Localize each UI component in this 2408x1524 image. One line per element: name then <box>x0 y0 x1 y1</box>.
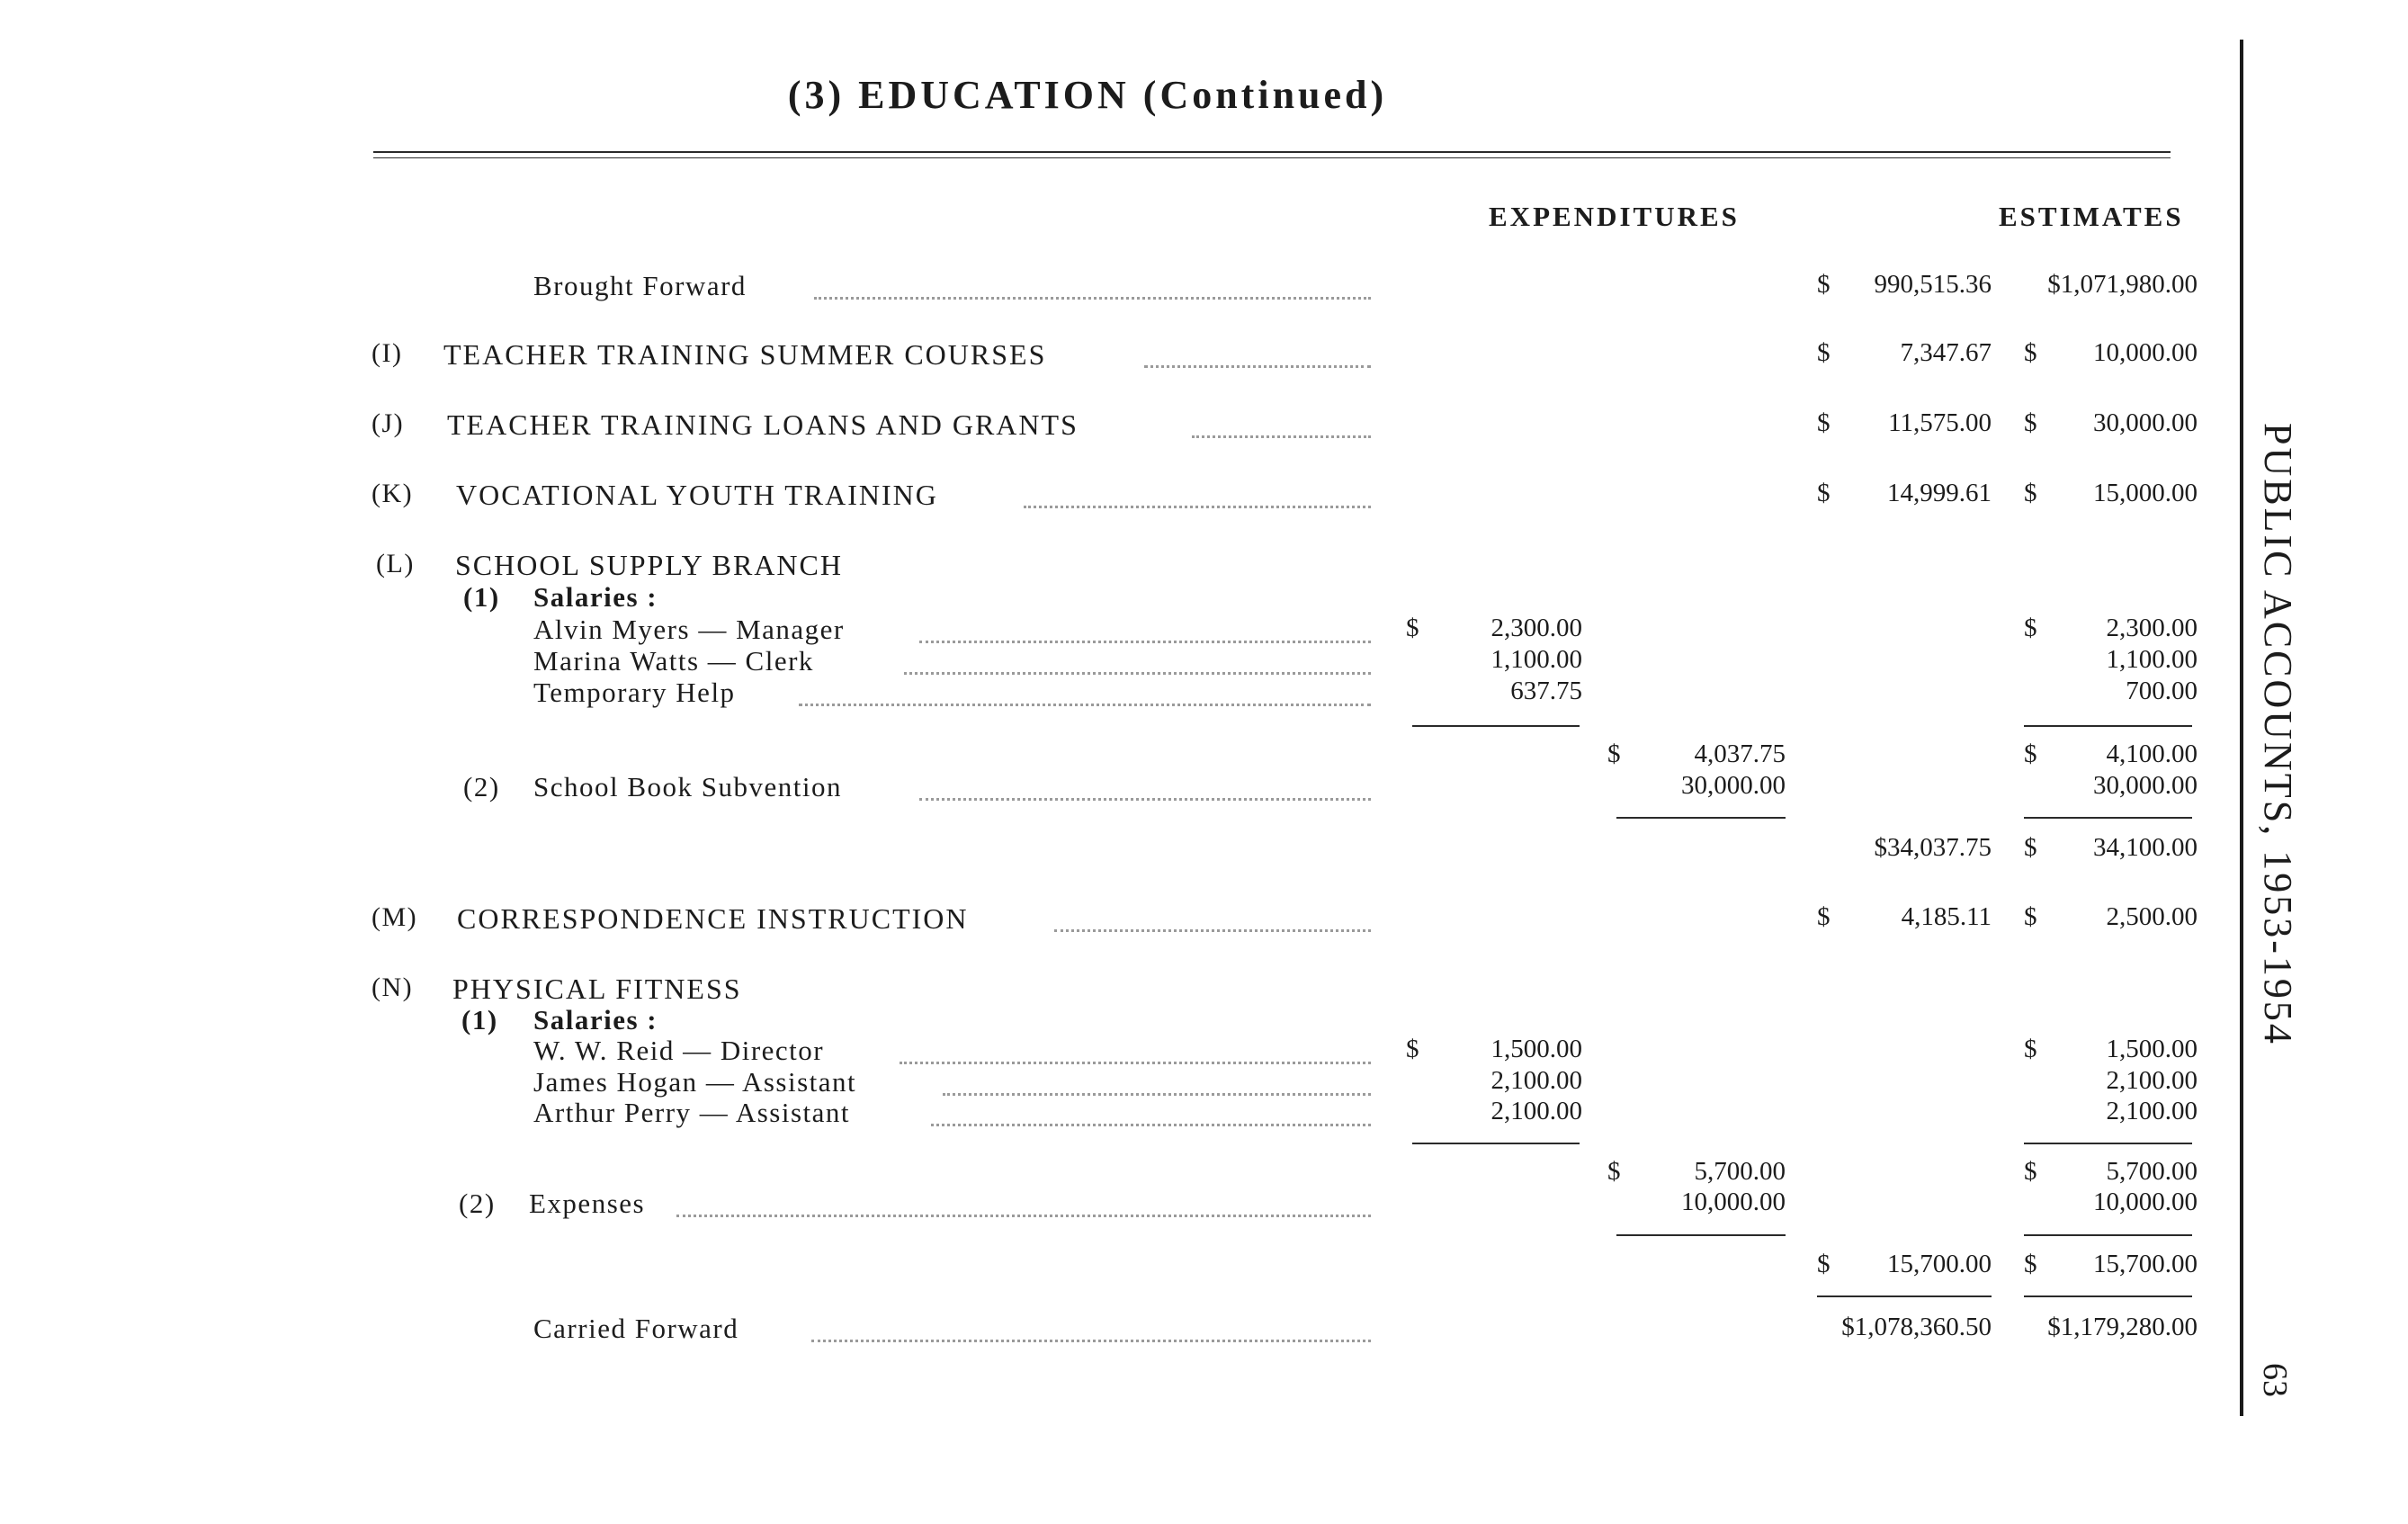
leader-dots <box>1144 365 1371 368</box>
section-letter: (J) <box>371 408 405 438</box>
section-row-l <box>0 551 2408 587</box>
subsection-estimate: 10,000.00 <box>2093 1188 2198 1216</box>
running-header: PUBLIC ACCOUNTS, 1953-1954 <box>2256 423 2300 1046</box>
leader-dots <box>904 672 1371 675</box>
salary-row <box>0 678 2408 714</box>
section-letter: (N) <box>371 973 414 1002</box>
salary-name: Marina Watts — Clerk <box>533 645 814 677</box>
section-letter: (M) <box>371 902 418 932</box>
subtotal-rule <box>2024 817 2192 819</box>
salary-row <box>0 615 2408 651</box>
leader-dots <box>799 704 1371 706</box>
currency-sign: $ <box>2024 902 2037 931</box>
leader-dots <box>900 1062 1371 1064</box>
salary-amount: 1,500.00 <box>1490 1035 1582 1063</box>
currency-sign: $ <box>1607 1157 1621 1186</box>
salaries-total: 5,700.00 <box>1694 1157 1786 1186</box>
currency-sign: $ <box>1817 479 1831 507</box>
section-title: PHYSICAL FITNESS <box>452 973 742 1005</box>
estimate-total: 30,000.00 <box>2093 408 2198 437</box>
salary-estimate: 700.00 <box>2126 677 2198 705</box>
salary-name: Temporary Help <box>533 677 736 708</box>
leader-dots <box>811 1340 1371 1342</box>
leader-dots <box>919 798 1371 801</box>
expenditure-total: 7,347.67 <box>1900 338 1992 367</box>
section-row-i <box>0 340 2408 376</box>
page-title: (3) EDUCATION (Continued) <box>787 73 1388 117</box>
salaries-total-estimate: 5,700.00 <box>2106 1157 2198 1186</box>
currency-sign: $ <box>2024 740 2037 768</box>
margin-rule <box>2240 40 2243 1416</box>
section-total-row <box>0 1251 2408 1287</box>
salary-amount: 2,100.00 <box>1490 1097 1582 1125</box>
currency-sign: $ <box>2024 408 2037 437</box>
currency-sign: $ <box>2024 833 2037 862</box>
currency-sign: $ <box>1817 1250 1831 1278</box>
subsection-label: Salaries : <box>533 581 658 613</box>
subsection-number: (2) <box>463 771 500 802</box>
section-total-estimate: 15,700.00 <box>2093 1250 2198 1278</box>
estimate-total: $1,071,980.00 <box>2047 270 2198 299</box>
section-row-k <box>0 480 2408 516</box>
subsection-number: (1) <box>461 1004 498 1035</box>
salaries-total-estimate: 4,100.00 <box>2106 740 2198 768</box>
brought-forward-row <box>0 272 2408 308</box>
subsection-estimate: 30,000.00 <box>2093 771 2198 800</box>
salary-estimate: 2,100.00 <box>2106 1066 2198 1095</box>
expenditure-total: 14,999.61 <box>1887 479 1992 507</box>
section-row-m <box>0 904 2408 940</box>
salary-name: James Hogan — Assistant <box>533 1066 857 1098</box>
section-total: 15,700.00 <box>1887 1250 1992 1278</box>
row-label: Brought Forward <box>533 270 747 301</box>
salaries-total: 4,037.75 <box>1694 740 1786 768</box>
salary-row <box>0 647 2408 683</box>
leader-dots <box>1024 506 1371 508</box>
subtotal-rule <box>1412 725 1580 727</box>
section-title: VOCATIONAL YOUTH TRAINING <box>456 479 938 511</box>
currency-sign: $ <box>1406 614 1419 642</box>
salary-amount: 2,100.00 <box>1490 1066 1582 1095</box>
currency-sign: $ <box>1406 1035 1419 1063</box>
section-total-row <box>0 835 2408 871</box>
section-total: $34,037.75 <box>1874 833 1992 862</box>
estimate-total: 10,000.00 <box>2093 338 2198 367</box>
currency-sign: $ <box>1817 270 1831 299</box>
currency-sign: $ <box>2024 1157 2037 1186</box>
currency-sign: $ <box>2024 338 2037 367</box>
header-rule-thin <box>373 157 2171 158</box>
subsection-number: (1) <box>463 581 500 613</box>
subsection-row <box>0 1189 2408 1225</box>
estimate-total: $1,179,280.00 <box>2047 1313 2198 1341</box>
salary-row <box>0 1098 2408 1134</box>
salary-row <box>0 1036 2408 1072</box>
estimate-total: 15,000.00 <box>2093 479 2198 507</box>
leader-dots <box>1054 929 1371 932</box>
expenditure-total: 990,515.36 <box>1874 270 1992 299</box>
expenditure-total: 4,185.11 <box>1901 902 1992 931</box>
salary-name: Arthur Perry — Assistant <box>533 1097 851 1128</box>
section-title: SCHOOL SUPPLY BRANCH <box>455 549 843 581</box>
estimate-total: 2,500.00 <box>2106 902 2198 931</box>
subtotal-rule <box>2024 725 2192 727</box>
subsection-label: Expenses <box>529 1188 646 1219</box>
currency-sign: $ <box>1607 740 1621 768</box>
leader-dots <box>931 1124 1371 1126</box>
header-rule <box>373 151 2171 153</box>
subsection-row <box>0 583 2408 619</box>
leader-dots <box>943 1093 1371 1096</box>
salary-amount: 637.75 <box>1510 677 1582 705</box>
section-row-n <box>0 974 2408 1010</box>
expenditure-total: 11,575.00 <box>1888 408 1992 437</box>
subsection-number: (2) <box>459 1188 496 1219</box>
subtotal-rule <box>1616 1234 1786 1236</box>
currency-sign: $ <box>1817 902 1831 931</box>
salary-amount: 2,300.00 <box>1490 614 1582 642</box>
subsection-amount: 10,000.00 <box>1681 1188 1786 1216</box>
carried-forward-row <box>0 1314 2408 1350</box>
row-label: Carried Forward <box>533 1313 739 1344</box>
section-total-estimate: 34,100.00 <box>2093 833 2198 862</box>
section-title: TEACHER TRAINING SUMMER COURSES <box>443 338 1047 371</box>
section-title: TEACHER TRAINING LOANS AND GRANTS <box>447 408 1079 441</box>
salary-name: Alvin Myers — Manager <box>533 614 845 645</box>
leader-dots <box>919 641 1371 643</box>
leader-dots <box>1192 435 1371 438</box>
currency-sign: $ <box>1817 338 1831 367</box>
leader-dots <box>676 1215 1371 1217</box>
salary-estimate: 2,300.00 <box>2106 614 2198 642</box>
total-rule <box>2024 1295 2192 1297</box>
salary-amount: 1,100.00 <box>1490 645 1582 674</box>
salary-estimate: 1,500.00 <box>2106 1035 2198 1063</box>
currency-sign: $ <box>1817 408 1831 437</box>
salary-name: W. W. Reid — Director <box>533 1035 825 1066</box>
expenditure-total: $1,078,360.50 <box>1841 1313 1992 1341</box>
page-number: 63 <box>2256 1363 2294 1397</box>
section-letter: (L) <box>376 549 415 578</box>
subtotal-rule <box>2024 1234 2192 1236</box>
section-letter: (I) <box>371 338 403 368</box>
column-header-expenditures: EXPENDITURES <box>1489 201 1740 232</box>
leader-dots <box>814 297 1371 300</box>
subtotal-rule <box>1616 817 1786 819</box>
section-letter: (K) <box>371 479 414 508</box>
currency-sign: $ <box>2024 1250 2037 1278</box>
subsection-label: School Book Subvention <box>533 771 843 802</box>
subsection-row <box>0 773 2408 809</box>
salary-estimate: 2,100.00 <box>2106 1097 2198 1125</box>
section-title: CORRESPONDENCE INSTRUCTION <box>457 902 969 935</box>
column-header-estimates: ESTIMATES <box>1999 201 2184 232</box>
salary-estimate: 1,100.00 <box>2106 645 2198 674</box>
subsection-amount: 30,000.00 <box>1681 771 1786 800</box>
subtotal-rule <box>1412 1143 1580 1144</box>
total-rule <box>1817 1295 1992 1297</box>
salaries-total-row <box>0 741 2408 777</box>
currency-sign: $ <box>2024 614 2037 642</box>
section-row-j <box>0 410 2408 446</box>
currency-sign: $ <box>2024 479 2037 507</box>
subsection-label: Salaries : <box>533 1004 658 1035</box>
subtotal-rule <box>2024 1143 2192 1144</box>
currency-sign: $ <box>2024 1035 2037 1063</box>
